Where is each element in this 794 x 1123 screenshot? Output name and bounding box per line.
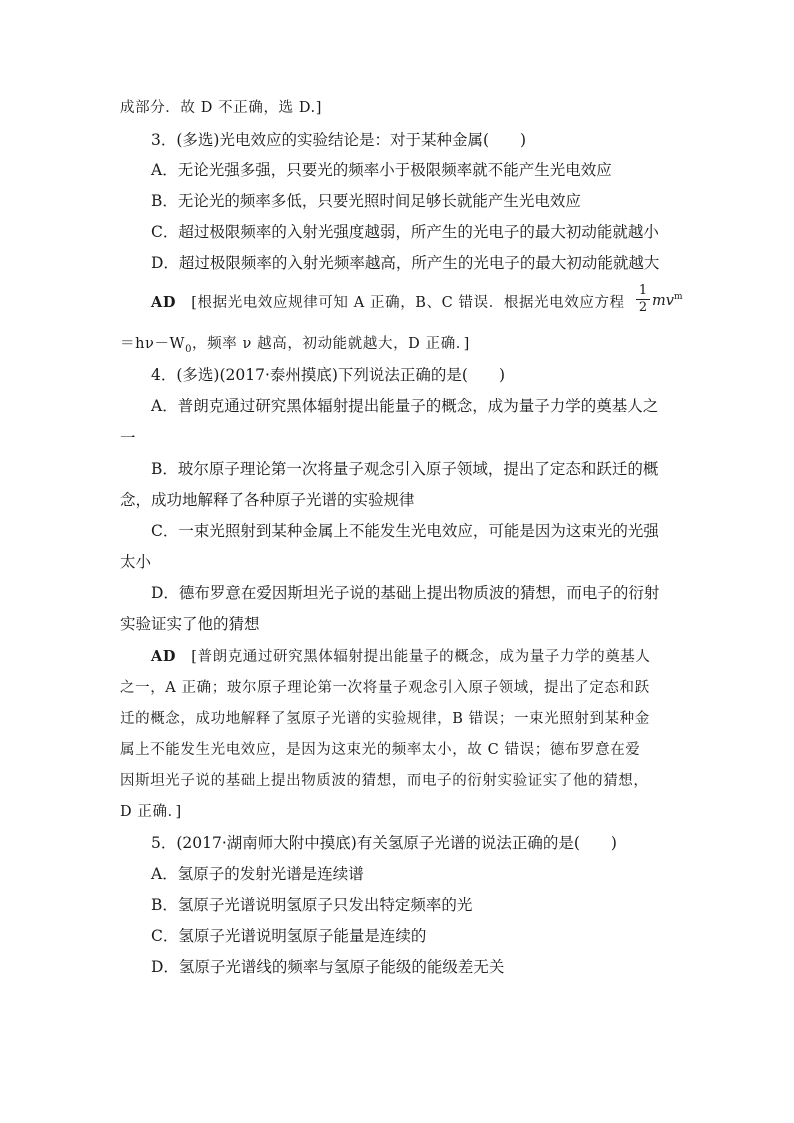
fraction-one-half <box>636 284 650 315</box>
question-4-option-a-1: A．普朗克通过研究黑体辐射提出能量子的概念，成为量子力学的奠基人之 <box>151 397 659 415</box>
answer-3-formula: ＝hν－W <box>120 336 186 352</box>
question-4-option-b-2: 念，成功地解释了各种原子光谱的实验规律 <box>120 491 415 509</box>
answer-3-line-2 <box>120 334 470 360</box>
question-5-option-a: A．氢原子的发射光谱是连续谱 <box>151 865 364 883</box>
question-5: 5．(2017·湖南师大附中摸底)有关氢原子光谱的说法正确的是( ) <box>151 834 617 852</box>
answer-3-key: AD <box>151 294 177 311</box>
answer-4-line-6: D 正确．] <box>120 804 182 820</box>
question-4-option-b-1: B．玻尔原子理论第一次将量子观念引入原子领域，提出了定态和跃迁的概 <box>151 460 659 478</box>
question-5-option-c: C．氢原子光谱说明氢原子能量是连续的 <box>151 927 427 945</box>
question-4-option-d-1: D．德布罗意在爱因斯坦光子说的基础上提出物质波的猜想，而电子的衍射 <box>151 584 660 602</box>
question-4-option-c-2: 太小 <box>120 553 152 571</box>
question-4: 4．(多选)(2017·泰州摸底)下列说法正确的是( ) <box>151 366 506 384</box>
answer-4-text-1: [普朗克通过研究黑体辐射提出能量子的概念，成为量子力学的奠基人 <box>191 649 651 665</box>
question-4-option-c-1: C．一束光照射到某种金属上不能发生光电效应，可能是因为这束光的光强 <box>151 522 659 540</box>
question-3-option-b: B．无论光的频率多低，只要光照时间足够长就能产生光电效应 <box>151 192 581 210</box>
question-3: 3．(多选)光电效应的实验结论是：对于某种金属( ) <box>151 131 527 149</box>
answer-4-key: AD <box>151 648 177 665</box>
question-3-option-d: D．超过极限频率的入射光频率越高，所产生的光电子的最大初动能就越大 <box>151 254 660 272</box>
answer-3-text-2: ，频率 ν 越高，初动能就越大，D 正确．] <box>192 336 470 352</box>
question-4-option-a-2: 一 <box>120 429 136 447</box>
formula-mv: $mv^m$ <box>652 292 683 309</box>
line-continuation: 成部分．故 D 不正确，选 D.] <box>120 100 323 116</box>
question-3-option-c: C．超过极限频率的入射光强度越弱，所产生的光电子的最大初动能就越小 <box>151 223 659 241</box>
answer-4-line-5: 因斯坦光子说的基础上提出物质波的猜想，而电子的衍射实验证实了他的猜想， <box>120 773 649 789</box>
formula-mv-superscript: m <box>673 292 683 302</box>
fraction-denominator: 2 <box>638 300 648 315</box>
answer-4-line-1 <box>151 647 651 667</box>
answer-3-formula-subscript: 0 <box>185 343 193 355</box>
question-3-option-a: A．无论光强多强，只要光的频率小于极限频率就不能产生光电效应 <box>151 161 612 179</box>
answer-4-line-2: 之一，A 正确；玻尔原子理论第一次将量子观念引入原子领域，提出了定态和跃 <box>120 680 650 696</box>
fraction-numerator: 1 <box>638 283 648 298</box>
answer-3-text-1: [根据光电效应规律可知 A 正确，B、C 错误．根据光电效应方程 <box>191 295 625 311</box>
question-5-option-d: D．氢原子光谱线的频率与氢原子能级的能级差无关 <box>151 958 505 976</box>
answer-3-line-1 <box>151 293 625 313</box>
answer-4-line-3: 迁的概念，成功地解释了氢原子光谱的实验规律，B 错误；一束光照射到某种金 <box>120 711 650 727</box>
question-4-option-d-2: 实验证实了他的猜想 <box>120 615 260 633</box>
question-5-option-b: B．氢原子光谱说明氢原子只发出特定频率的光 <box>151 896 473 914</box>
answer-4-line-4: 属上不能发生光电效应，是因为这束光的频率太小，故 C 错误；德布罗意在爱 <box>120 742 641 758</box>
